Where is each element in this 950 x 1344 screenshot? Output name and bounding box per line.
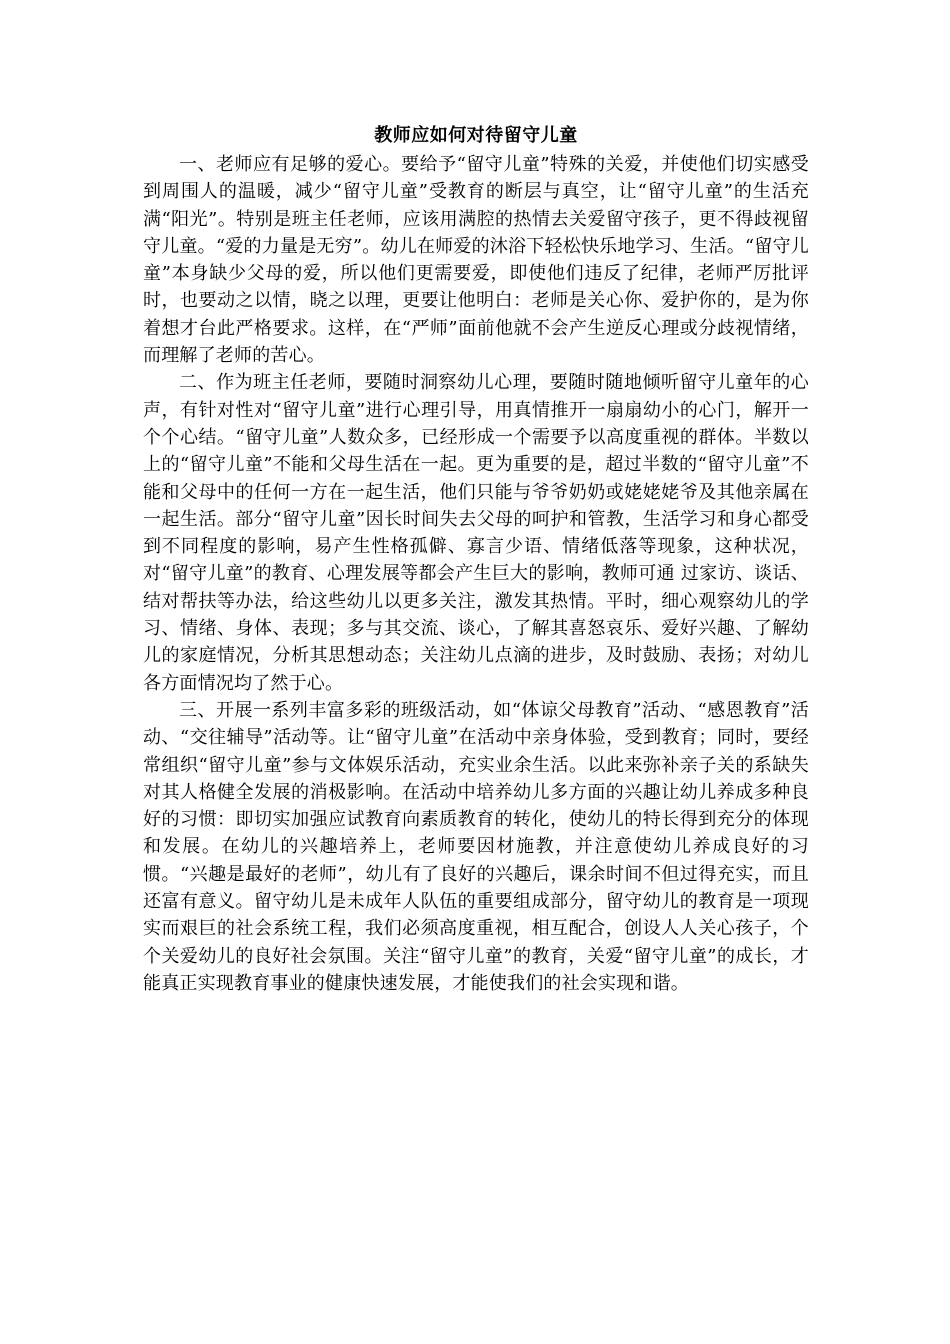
paragraph-1: 一、老师应有足够的爱心。要给予“留守儿童”特殊的关爱，并使他们切实感受到周围人的温暖，减少“留守儿童”受教育的断层与真空，让“留守儿童”的生活充满“阳光”。特别是班主任老师，应该用满腔的热情去关爱留守孩子，更不得歧视留守儿童。“爱的力量是无穷”。幼儿在师爱的沐浴下轻松快乐地学习、生活。“留守儿童”本身缺少父母的爱，所以他们更需要爱，即使他们违反了纪律，老师严厉批评时，也要动之以情，晓之以理，更要让他明白：老师是关心你、爱护你的，是为你着想才台此严格要求。这样，在“严师”面前他就不会产生逆反心理或分歧视情绪，而理解了老师的苦心。 xyxy=(143,154,809,367)
paragraph-3: 三、开展一系列丰富多彩的班级活动，如“体谅父母教育”活动、“感恩教育”活动、“交往辅导”活动等。让“留守儿童”在活动中亲身体验，受到教育；同时，要经常组织“留守儿童”参与文体娱乐活动，充实业余生活。以此来弥补亲子关的系缺失对其人格健全发展的消极影响。在活动中培养幼儿多方面的兴趣让幼儿养成多种良好的习惯：即切实加强应试教育向素质教育的转化，使幼儿的特长得到充分的体现和发展。在幼儿的兴趣培养上，老师要因材施教，并注意使幼儿养成良好的习惯。“兴趣是最好的老师”，幼儿有了良好的兴趣后，课余时间不但过得充实，而且还富有意义。留守幼儿是未成年人队伍的重要组成部分，留守幼儿的教育是一项现实而艰巨的社会系统工程，我们必须高度重视，相互配合，创设人人关心孩子，个个关爱幼儿的良好社会氛围。关注“留守儿童”的教育，关爱“留守儿童”的成长，才能真正实现教育事业的健康快速发展，才能使我们的社会实现和谐。 xyxy=(143,699,809,994)
document-title: 教师应如何对待留守儿童 xyxy=(374,125,578,146)
paragraph-2: 二、作为班主任老师，要随时洞察幼儿心理，要随时随地倾听留守儿童年的心声，有针对性对“留守儿童”进行心理引导，用真情推开一扇扇幼小的心门，解开一个个心结。“留守儿童”人数众多，已经形成一个需要予以高度重视的群体。半数以上的“留守儿童”不能和父母生活在一起。更为重要的是，超过半数的“留守儿童”不能和父母中的任何一方在一起生活，他们只能与爷爷奶奶或姥姥姥爷及其他亲属在一起生活。部分“留守儿童”因长时间失去父母的呵护和管教，生活学习和身心都受到不同程度的影响，易产生性格孤僻、寡言少语、情绪低落等现象，这种状况，对“留守儿童”的教育、心理发展等都会产生巨大的影响，教师可通 过家访、谈话、结对帮扶等办法，给这些幼儿以更多关注，激发其热情。平时，细心观察幼儿的学习、情绪、身体、表现；多与其交流、谈心，了解其喜怒哀乐、爱好兴趣、了解幼儿的家庭情况，分析其思想动态；关注幼儿点滴的进步，及时鼓励、表扬；对幼儿各方面情况均了然于心。 xyxy=(143,372,809,694)
document-page xyxy=(143,121,809,997)
